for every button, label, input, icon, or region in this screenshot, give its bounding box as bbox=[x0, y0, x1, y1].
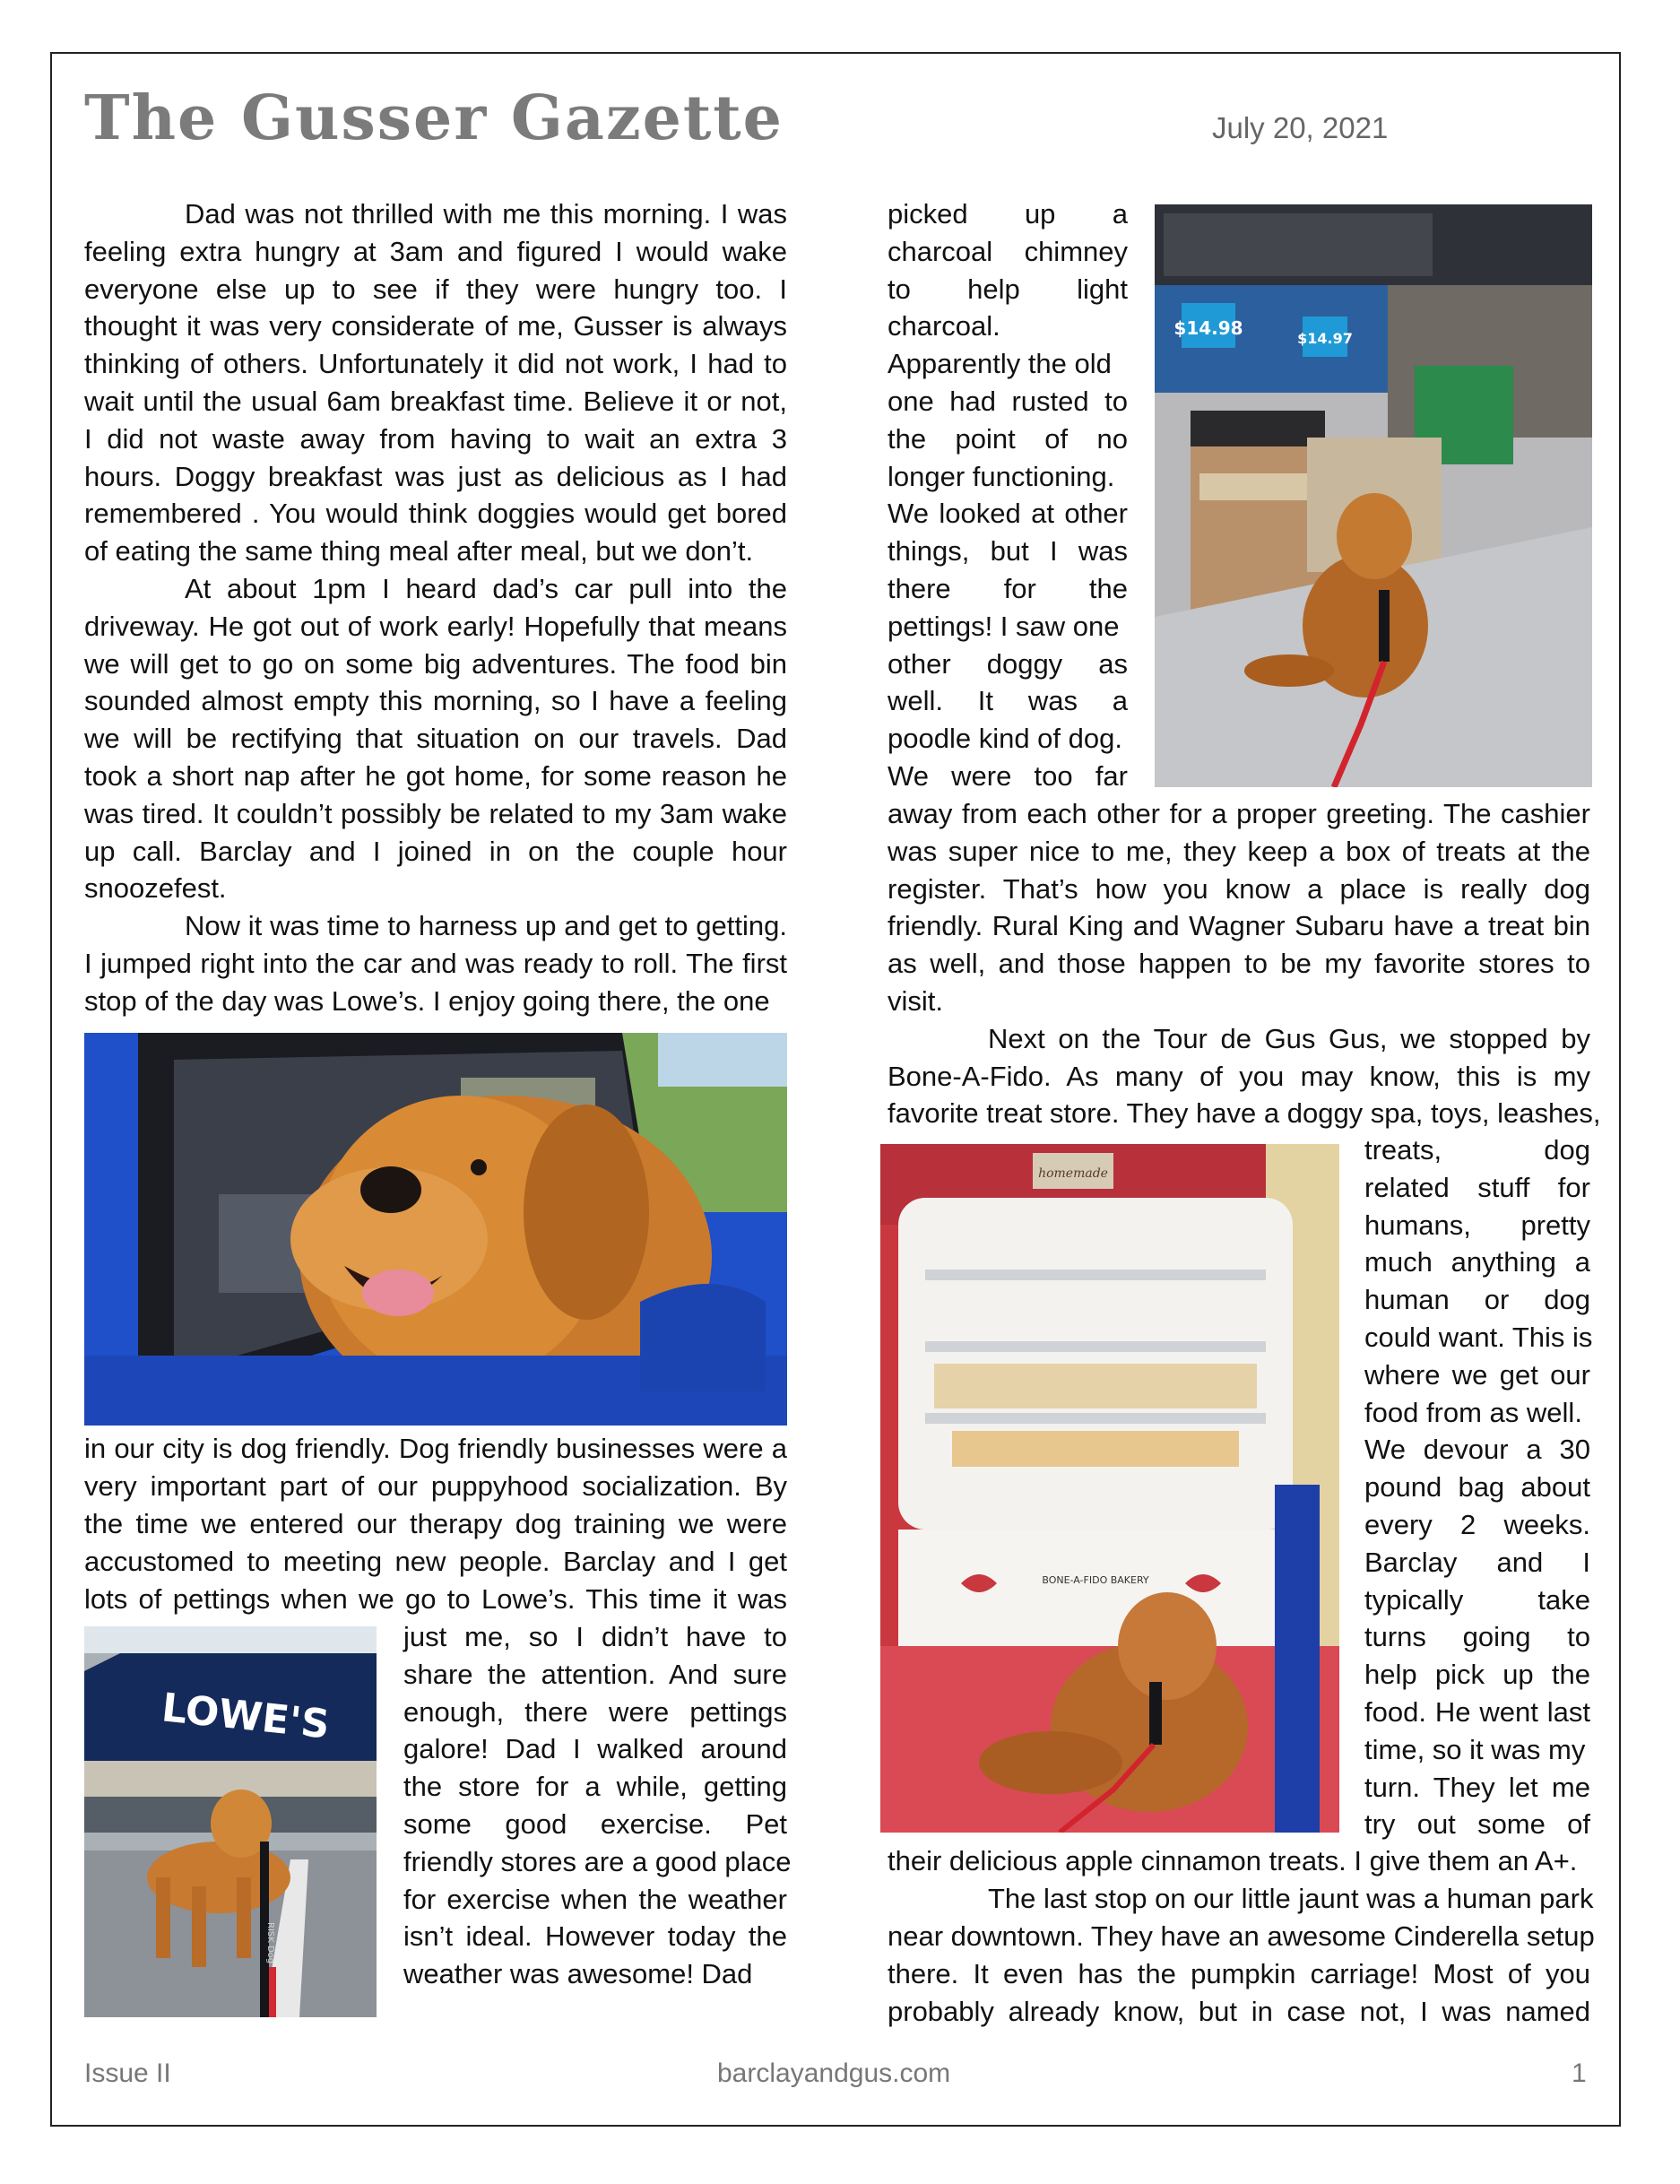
text-line: The last stop on our little jaunt was a human park bbox=[988, 1883, 1594, 1914]
text-line: isn’t ideal. However today the bbox=[403, 1920, 787, 1953]
website-link[interactable]: barclayandgus.com bbox=[717, 2058, 951, 2088]
text-line: human or dog bbox=[1364, 1284, 1590, 1316]
text-line: Apparently the old bbox=[888, 348, 1112, 380]
text-line: lots of pettings when we go to Lowe’s. This time it was bbox=[84, 1583, 787, 1615]
text-line: could want. This is bbox=[1364, 1322, 1593, 1353]
text-line: things, but I was bbox=[888, 535, 1128, 568]
text-line: turns going to bbox=[1364, 1621, 1590, 1653]
text-line: remembered . You would think doggies would get bored bbox=[84, 498, 787, 530]
issue-date: July 20, 2021 bbox=[1212, 111, 1389, 144]
text-line: in our city is dog friendly. Dog friendly businesses were a bbox=[84, 1433, 787, 1464]
text-line: one had rusted to bbox=[888, 386, 1128, 417]
text-line: probably already know, but in case not, I was named bbox=[888, 1996, 1590, 2027]
text-line: everyone else up to see if they were hungry too. I bbox=[84, 273, 787, 305]
text-line: food from as well. bbox=[1364, 1396, 1582, 1428]
text-line: well. It was a bbox=[888, 685, 1128, 717]
text-line: Dad was not thrilled with me this morning. I was bbox=[185, 198, 787, 230]
text-line: up call. Barclay and I joined in on the couple hour bbox=[84, 835, 787, 867]
text-line: We devour a 30 bbox=[1364, 1434, 1590, 1466]
photo-dog-in-store-aisle bbox=[1155, 204, 1592, 787]
text-line: much anything a bbox=[1364, 1246, 1590, 1278]
photo-dog-at-lowes bbox=[84, 1626, 377, 2017]
text-line: Bone-A-Fido. As many of you may know, this is my bbox=[888, 1060, 1590, 1092]
text-line: thought it was very considerate of me, Gusser is always bbox=[84, 310, 787, 342]
text-line: friendly. Rural King and Wagner Subaru have a treat bin bbox=[888, 910, 1590, 942]
text-line: driveway. He got out of work early! Hopefully that means bbox=[84, 610, 787, 642]
issue-label: Issue II bbox=[84, 2058, 171, 2088]
text-line: every 2 weeks. bbox=[1364, 1509, 1590, 1540]
text-line: visit. bbox=[888, 985, 943, 1017]
text-line: snoozefest. bbox=[84, 872, 227, 905]
text-line: share the attention. And sure bbox=[403, 1658, 787, 1690]
price-tag-2: $14.97 bbox=[1297, 330, 1353, 347]
text-line: to help light bbox=[888, 273, 1128, 305]
text-line: other doggy as bbox=[888, 647, 1128, 680]
text-line: took a short nap after he got home, for some reason he bbox=[84, 760, 787, 792]
text-line: friendly stores are a good place bbox=[403, 1845, 792, 1877]
text-line: enough, there were pettings bbox=[403, 1695, 787, 1728]
text-line: hours. Doggy breakfast was just as delicious as I had bbox=[84, 460, 787, 492]
leash-text-lowes: RISK Dog bbox=[265, 1922, 275, 1964]
text-line: feeling extra hungry at 3am and figured I would wake bbox=[84, 235, 787, 267]
text-line: the store for a while, getting bbox=[403, 1771, 787, 1803]
text-line: typically take bbox=[1364, 1583, 1590, 1616]
text-line: accustomed to meeting new people. Barclay and I get bbox=[84, 1546, 787, 1577]
text-line: time, so it was my bbox=[1364, 1733, 1586, 1765]
lowes-sign-text: LOWE'S bbox=[159, 1685, 332, 1748]
text-line: galore! Dad I walked around bbox=[403, 1733, 787, 1765]
text-line: Barclay and I bbox=[1364, 1546, 1590, 1578]
text-line: charcoal. bbox=[888, 310, 1000, 342]
text-line: away from each other for a proper greeting. The cashier bbox=[888, 798, 1590, 829]
text-line: Now it was time to harness up and get to getting. bbox=[185, 910, 787, 942]
text-line: charcoal chimney bbox=[888, 235, 1128, 267]
text-line: stop of the day was Lowe’s. I enjoy going there, the one bbox=[84, 984, 770, 1017]
text-line: for exercise when the weather bbox=[403, 1883, 787, 1915]
text-line: as well, and those happen to be my favorite stores to bbox=[888, 948, 1590, 980]
text-line: favorite treat store. They have a doggy spa, toys, leashes, bbox=[888, 1097, 1601, 1130]
text-line: of eating the same thing meal after meal, but we don’t. bbox=[84, 535, 754, 568]
text-line: pound bag about bbox=[1364, 1471, 1590, 1504]
text-line: We looked at other bbox=[888, 498, 1128, 530]
text-line: poodle kind of dog. bbox=[888, 723, 1122, 755]
text-line: pettings! I saw one bbox=[888, 610, 1120, 642]
text-line: just me, so I didn’t have to bbox=[403, 1621, 787, 1652]
text-line: near downtown. They have an awesome Cinderella setup bbox=[888, 1920, 1595, 1952]
text-line: At about 1pm I heard dad’s car pull into the bbox=[185, 573, 787, 604]
photo-dog-at-bakery bbox=[880, 1144, 1339, 1833]
text-line: the point of no bbox=[888, 422, 1128, 455]
text-line: we will get to go on some big adventures. The food bin bbox=[84, 647, 787, 680]
text-line: we will be rectifying that situation on our travels. Dad bbox=[84, 723, 787, 755]
text-line: related stuff for bbox=[1364, 1171, 1590, 1203]
text-line: We were too far bbox=[888, 760, 1128, 792]
photo-dog-in-car bbox=[84, 1033, 787, 1426]
text-line: was tired. It couldn’t possibly be related to my 3am wake bbox=[84, 797, 787, 829]
text-line: wait until the usual 6am breakfast time. Believe it or not, bbox=[84, 386, 787, 417]
text-line: there for the bbox=[888, 573, 1128, 604]
text-line: there. It even has the pumpkin carriage! Most of you bbox=[888, 1958, 1590, 1989]
text-line: some good exercise. Pet bbox=[403, 1808, 787, 1840]
text-line: Next on the Tour de Gus Gus, we stopped by bbox=[988, 1022, 1590, 1054]
text-line: was super nice to me, they keep a box of treats at the bbox=[888, 835, 1590, 867]
price-tag-1: $14.98 bbox=[1173, 317, 1243, 339]
text-line: very important part of our puppyhood socialization. By bbox=[84, 1470, 787, 1502]
text-line: their delicious apple cinnamon treats. I give them an A+. bbox=[888, 1845, 1578, 1876]
text-line: turn. They let me bbox=[1364, 1771, 1590, 1803]
text-line: try out some of bbox=[1364, 1808, 1590, 1841]
text-line: weather was awesome! Dad bbox=[403, 1958, 753, 1990]
text-line: humans, pretty bbox=[1364, 1209, 1590, 1241]
text-line: longer functioning. bbox=[888, 460, 1115, 492]
text-line: picked up a bbox=[888, 198, 1128, 230]
text-line: food. He went last bbox=[1364, 1696, 1590, 1728]
text-line: register. That’s how you know a place is really dog bbox=[888, 872, 1590, 905]
text-line: I did not waste away from having to wait an extra 3 bbox=[84, 422, 787, 455]
text-line: where we get our bbox=[1364, 1358, 1590, 1391]
text-line: I jumped right into the car and was ready to roll. The first bbox=[84, 948, 787, 979]
text-line: help pick up the bbox=[1364, 1659, 1590, 1691]
text-line: treats, dog bbox=[1364, 1134, 1590, 1166]
bakery-sign-text: homemade bbox=[1038, 1166, 1108, 1181]
newsletter-title: The Gusser Gazette bbox=[84, 82, 784, 154]
text-line: thinking of others. Unfortunately it did not work, I had to bbox=[84, 348, 787, 380]
page-number: 1 bbox=[1572, 2058, 1587, 2088]
text-line: sounded almost empty this morning, so I have a feeling bbox=[84, 685, 787, 717]
bakery-logo-text: BONE-A-FIDO BAKERY bbox=[1042, 1574, 1149, 1586]
text-line: the time we entered our therapy dog training we were bbox=[84, 1508, 787, 1539]
